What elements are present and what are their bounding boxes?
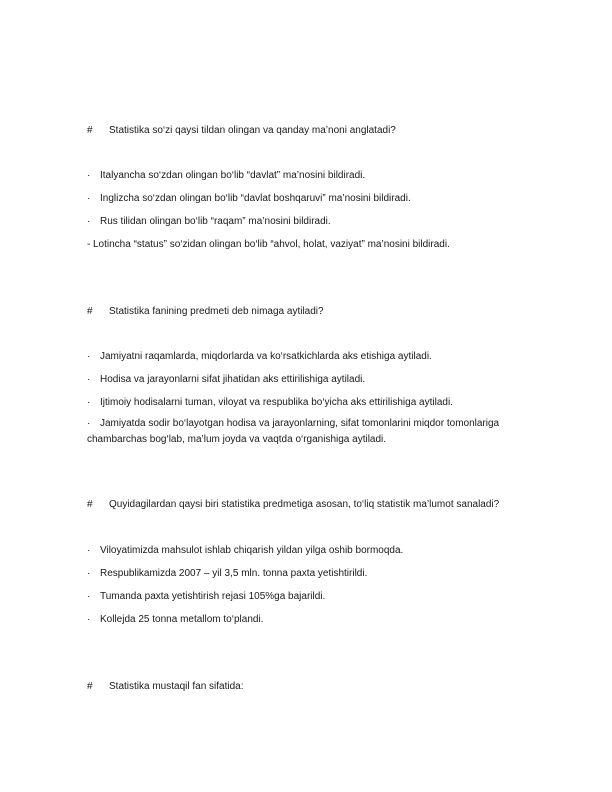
answer-option: · Italyancha so‘zdan olingan bo‘lib “davlat” ma’nosini bildiradi.: [87, 170, 366, 181]
question-marker: #: [87, 306, 93, 317]
answer-option: · Hodisa va jarayonlarni sifat jihatidan aks ettirilishiga aytiladi.: [87, 374, 366, 385]
answer-option: · Ijtimoiy hodisalarni tuman, viloyat va respublika bo‘yicha aks ettirilishiga aytiladi.: [87, 397, 453, 408]
answer-option: · Kollejda 25 tonna metallom to‘plandi.: [87, 614, 264, 625]
question-text: Statistika mustaqil fan sifatida:: [109, 681, 244, 692]
answer-option: · Tumanda paxta yetishtirish rejasi 105%ga bajarildi.: [87, 591, 326, 602]
answer-option: · Respublikamizda 2007 – yil 3,5 mln. tonna paxta yetishtirildi.: [87, 568, 368, 579]
question-text: Quyidagilardan qaysi biri statistika predmetiga asosan, to‘liq statistik ma’lumot sanaladi?: [109, 499, 500, 510]
question-marker: #: [87, 499, 93, 510]
answer-option: · Inglizcha so‘zdan olingan bo‘lib “davlat boshqaruvi” ma’nosini bildiradi.: [87, 193, 411, 204]
answer-option: - Lotincha “status” so‘zidan olingan bo‘lib “ahvol, holat, vaziyat” ma’nosini bildiradi.: [87, 239, 450, 250]
question-4: [87, 681, 244, 692]
question-1: [87, 125, 396, 136]
answer-option: · Rus tilidan olingan bo‘lib “raqam” ma’nosini bildiradi.: [87, 216, 331, 227]
answer-option: · Jamiyatda sodir bo‘layotgan hodisa va jarayonlarning, sifat tomonlarini miqdor tomonlariga chambarchas bog‘lab, ma’lum joyda va vaqtda o‘rganishiga aytiladi.: [87, 418, 500, 445]
question-2: [87, 306, 324, 317]
question-text: Statistika so‘zi qaysi tildan olingan va qanday ma’noni anglatadi?: [109, 125, 396, 136]
question-marker: #: [87, 125, 93, 136]
question-3: [87, 499, 499, 510]
question-text: Statistika fanining predmeti deb nimaga aytiladi?: [109, 306, 324, 317]
question-marker: #: [87, 681, 93, 692]
answer-option: · Viloyatimizda mahsulot ishlab chiqarish yildan yilga oshib bormoqda.: [87, 545, 404, 556]
answer-option: · Jamiyatni raqamlarda, miqdorlarda va ko‘rsatkichlarda aks etishiga aytiladi.: [87, 351, 432, 362]
